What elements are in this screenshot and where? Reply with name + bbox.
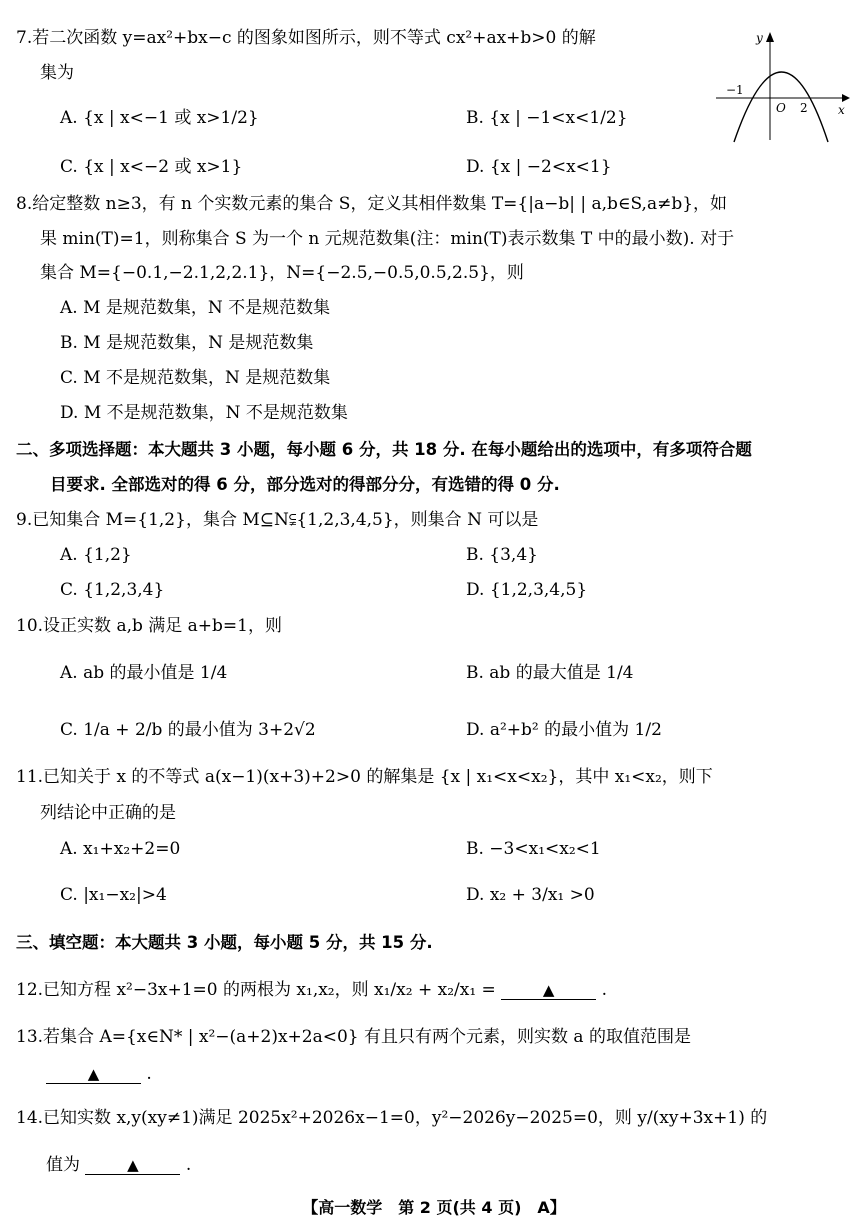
q9-option-a: A. {1,2} — [60, 545, 132, 565]
tick-label-2: 2 — [800, 101, 808, 115]
x-axis-label: x — [838, 103, 845, 117]
q8-option-d: D. M 不是规范数集，N 不是规范数集 — [60, 403, 348, 423]
q11-option-c: C. |x₁−x₂|>4 — [60, 885, 167, 905]
section2-heading-line2: 目要求. 全部选对的得 6 分，部分选对的得部分分，有选错的得 0 分. — [50, 475, 560, 494]
q12-end-punct: . — [601, 980, 608, 1000]
q14-stem-line2 — [46, 1155, 191, 1175]
q10-option-d: D. a²+b² 的最小值为 1/2 — [466, 720, 662, 740]
y-axis-label: y — [756, 31, 763, 45]
section3-heading: 三、填空题：本大题共 3 小题，每小题 5 分，共 15 分. — [16, 933, 433, 952]
q9-option-b: B. {3,4} — [466, 545, 538, 565]
q12-answer-blank[interactable]: ▲ — [501, 981, 596, 1000]
q7-stem-line1: 7.若二次函数 y=ax²+bx−c 的图象如图所示，则不等式 cx²+ax+b>0 的解 — [16, 28, 596, 48]
section2-heading-line1: 二、多项选择题：本大题共 3 小题，每小题 6 分，共 18 分. 在每小题给出的选项中，有多项符合题 — [16, 440, 752, 459]
q13-end-punct: . — [146, 1064, 152, 1084]
q13-stem: 13.若集合 A={x∈N* | x²−(a+2)x+2a<0} 有且只有两个元素，则实数 a 的取值范围是 — [16, 1027, 691, 1047]
q12-stem-text: 12.已知方程 x²−3x+1=0 的两根为 x₁,x₂，则 x₁/x₂ + x₂/x₁ = — [16, 980, 496, 1000]
q7-stem-line2: 集为 — [40, 63, 74, 83]
tick-label-neg1: −1 — [726, 83, 744, 97]
origin-label: O — [776, 101, 786, 115]
q8-stem-line2: 果 min(T)=1，则称集合 S 为一个 n 元规范数集(注：min(T)表示数集 T 中的最小数). 对于 — [40, 229, 735, 249]
q7-option-c: C. {x | x<−2 或 x>1} — [60, 157, 243, 177]
q10-option-a: A. ab 的最小值是 1/4 — [60, 663, 228, 683]
q14-stem-line1: 14.已知实数 x,y(xy≠1)满足 2025x²+2026x−1=0，y²−2026y−2025=0，则 y/(xy+3x+1) 的 — [16, 1108, 768, 1128]
q9-option-c: C. {1,2,3,4} — [60, 580, 165, 600]
q8-stem-line3: 集合 M={−0.1,−2.1,2,2.1}，N={−2.5,−0.5,0.5,2.5}，则 — [40, 263, 524, 283]
q13-answer-blank[interactable]: ▲ — [46, 1065, 141, 1084]
q7-option-a: A. {x | x<−1 或 x>1/2} — [60, 108, 259, 128]
q11-option-b: B. −3<x₁<x₂<1 — [466, 839, 601, 859]
q11-option-a: A. x₁+x₂+2=0 — [60, 839, 181, 859]
q9-option-d: D. {1,2,3,4,5} — [466, 580, 588, 600]
q8-stem-line1: 8.给定整数 n≥3，有 n 个实数元素的集合 S，定义其相伴数集 T={|a−b| | a,b∈S,a≠b}，如 — [16, 194, 728, 214]
x-axis-arrow — [842, 94, 850, 102]
q11-stem-line2: 列结论中正确的是 — [40, 803, 176, 823]
q14-answer-blank[interactable]: ▲ — [85, 1156, 180, 1175]
q8-option-a: A. M 是规范数集，N 不是规范数集 — [60, 298, 331, 318]
q7-option-d: D. {x | −2<x<1} — [466, 157, 612, 177]
q10-option-c: C. 1/a + 2/b 的最小值为 3+2√2 — [60, 720, 316, 740]
y-axis-arrow — [766, 32, 774, 42]
q8-option-c: C. M 不是规范数集，N 是规范数集 — [60, 368, 331, 388]
q12-stem — [16, 980, 607, 1000]
q10-option-b: B. ab 的最大值是 1/4 — [466, 663, 634, 683]
q14-end-punct: . — [185, 1155, 192, 1175]
q7-option-b: B. {x | −1<x<1/2} — [466, 108, 628, 128]
q13-answer-line — [46, 1064, 152, 1084]
q10-stem: 10.设正实数 a,b 满足 a+b=1，则 — [16, 616, 282, 636]
page-footer: 【高一数学 第 2 页(共 4 页) A】 — [302, 1198, 566, 1217]
q9-stem: 9.已知集合 M={1,2}，集合 M⊆N⫋{1,2,3,4,5}，则集合 N 可以是 — [16, 510, 539, 530]
q11-stem-line1: 11.已知关于 x 的不等式 a(x−1)(x+3)+2>0 的解集是 {x | x₁<x<x₂}，其中 x₁<x₂，则下 — [16, 767, 713, 787]
q7-parabola-graph — [712, 28, 852, 146]
q14-stem-text: 值为 — [46, 1155, 80, 1175]
q11-option-d: D. x₂ + 3/x₁ >0 — [466, 885, 595, 905]
q8-option-b: B. M 是规范数集，N 是规范数集 — [60, 333, 314, 353]
